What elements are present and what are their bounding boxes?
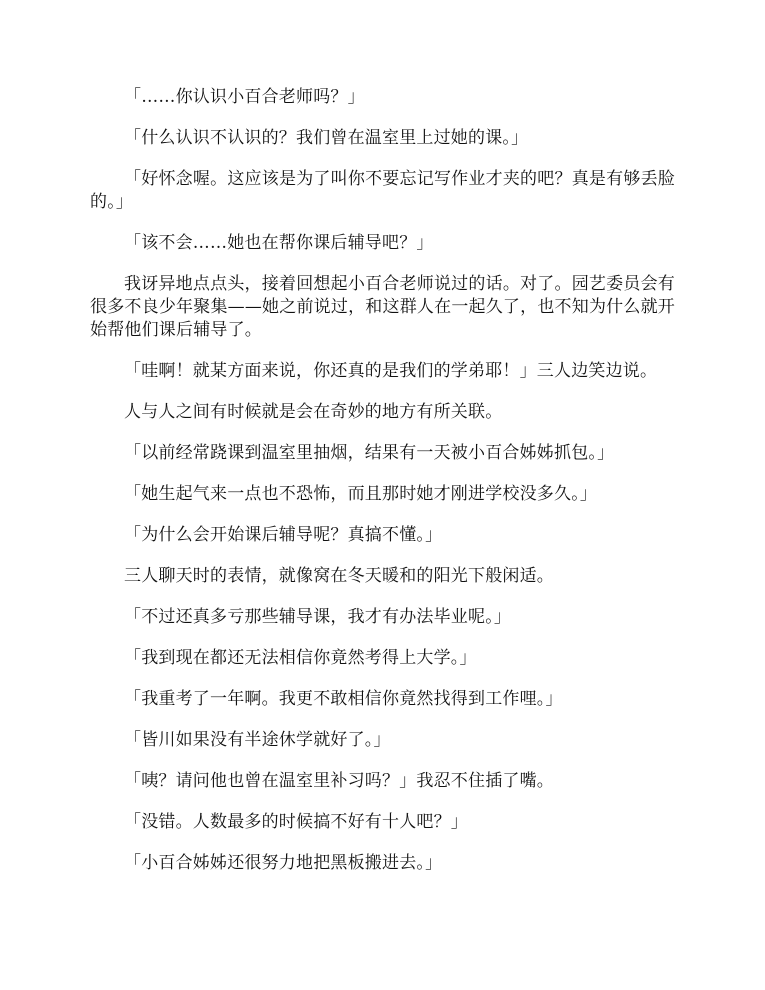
paragraph-15: 「皆川如果没有半途休学就好了。」: [124, 730, 391, 750]
paragraph-3: 「好怀念喔。这应该是为了叫你不要忘记写作业才夹的吧？真是有够丢脸的。」: [90, 169, 675, 212]
paragraph-2: 「什么认识不认识的？我们曾在温室里上过她的课。」: [124, 128, 529, 148]
paragraph-16: 「咦？请问他也曾在温室里补习吗？」我忍不住插了嘴。: [124, 771, 554, 791]
paragraph-14: 「我重考了一年啊。我更不敢相信你竟然找得到工作哩。」: [124, 689, 563, 709]
paragraph-11: 三人聊天时的表情，就像窝在冬天暖和的阳光下般闲适。: [124, 566, 554, 586]
paragraph-7: 人与人之间有时候就是会在奇妙的地方有所关联。: [124, 402, 503, 422]
paragraph-6: 「哇啊！就某方面来说，你还真的是我们的学弟耶！」三人边笑边说。: [124, 361, 658, 381]
paragraph-17: 「没错。人数最多的时候搞不好有十人吧？」: [124, 812, 468, 832]
paragraph-10: 「为什么会开始课后辅导呢？真搞不懂。」: [124, 525, 443, 545]
paragraph-4: 「该不会……她也在帮你课后辅导吧？」: [124, 233, 434, 253]
paragraph-13: 「我到现在都还无法相信你竟然考得上大学。」: [124, 648, 477, 668]
paragraph-18: 「小百合姊姊还很努力地把黑板搬进去。」: [124, 853, 443, 873]
paragraph-8: 「以前经常跷课到温室里抽烟，结果有一天被小百合姊姊抓包。」: [124, 443, 615, 463]
paragraph-5: 我讶异地点点头，接着回想起小百合老师说过的话。对了。园艺委员会有很多不良少年聚集——她之前说过，和这群人在一起久了，也不知为什么就开始帮他们课后辅导了。: [90, 274, 675, 340]
document-page: [90, 86, 675, 893]
paragraph-9: 「她生起气来一点也不恐怖，而且那时她才刚进学校没多久。」: [124, 484, 598, 504]
paragraph-12: 「不过还真多亏那些辅导课，我才有办法毕业呢。」: [124, 607, 512, 627]
paragraph-1: 「……你认识小百合老师吗？」: [124, 87, 365, 107]
